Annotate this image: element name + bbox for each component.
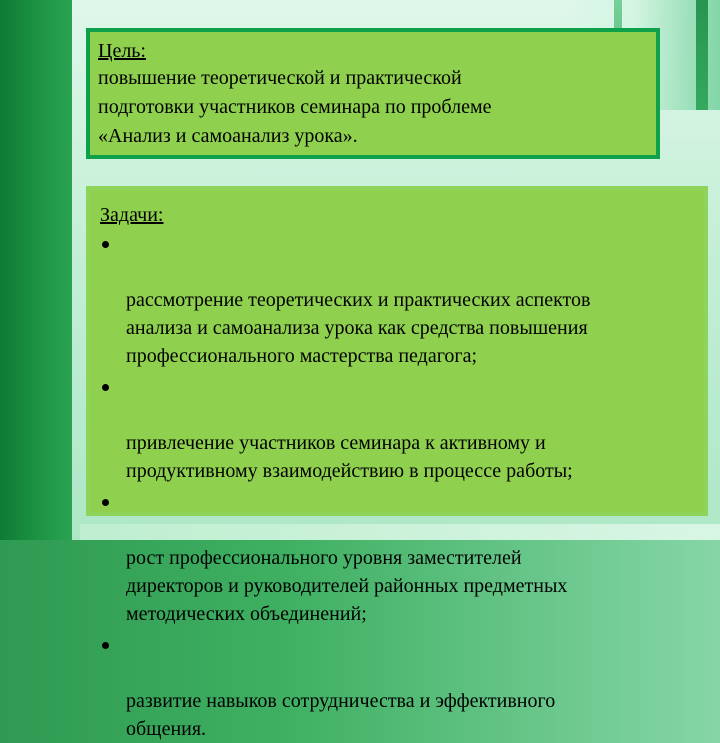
task-item xyxy=(100,631,694,743)
task-item xyxy=(100,373,694,485)
task-item xyxy=(100,488,694,628)
task-item xyxy=(100,230,694,370)
bullet-icon xyxy=(102,499,109,506)
task-text: рассмотрение теоретических и практических аспектов анализа и самоанализа урока как средства повышения профессионального мастерства педагога; xyxy=(126,289,591,367)
task-text: рост профессионального уровня заместителей директоров и руководителей районных предметных методических объединений; xyxy=(126,547,568,625)
goal-panel xyxy=(86,28,660,159)
bullet-icon xyxy=(102,241,109,248)
left-decorative-band xyxy=(0,0,72,540)
top-right-decorative-bar xyxy=(696,0,708,110)
task-text: привлечение участников семинара к активному и продуктивному взаимодействию в процессе работы; xyxy=(126,432,573,482)
tasks-list xyxy=(100,230,694,743)
bullet-icon xyxy=(102,384,109,391)
task-text: развитие навыков сотрудничества и эффективного общения. xyxy=(126,690,556,740)
goal-text: повышение теоретической и практической подготовки участников семинара по проблеме «Анализ и самоанализ урока». xyxy=(98,67,492,147)
tasks-heading: Задачи: xyxy=(100,204,164,226)
goal-heading: Цель: xyxy=(98,40,146,62)
bullet-icon xyxy=(102,642,109,649)
tasks-panel xyxy=(86,186,708,740)
